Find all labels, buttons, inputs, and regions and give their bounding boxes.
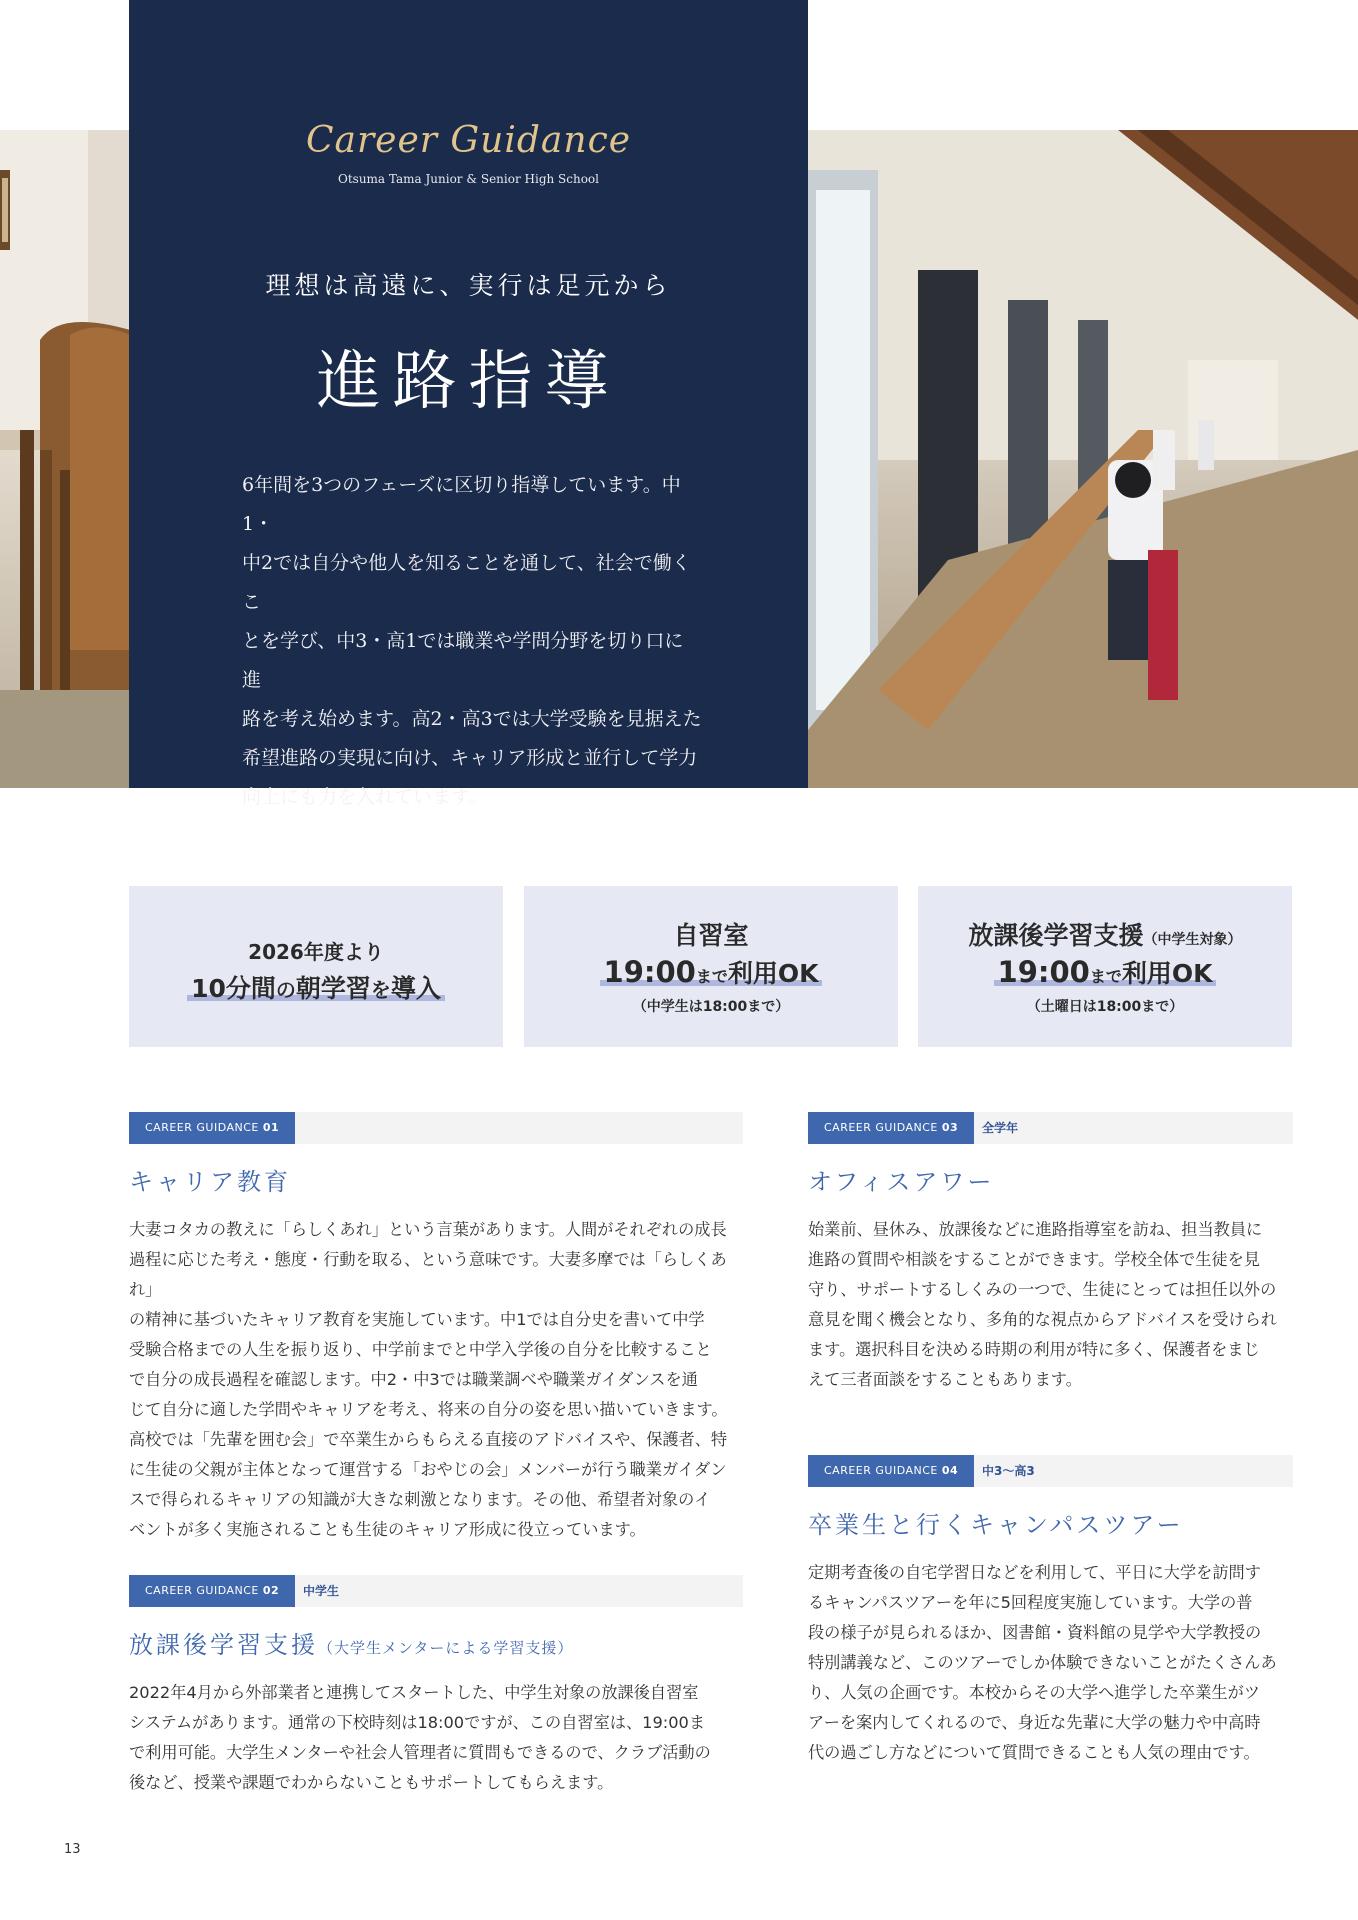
section-after-school-support <box>129 1575 743 1798</box>
feature-made: まで <box>695 967 728 986</box>
section-tag: 全学年 <box>982 1121 1019 1135</box>
body-line: 大妻コタカの教えに「らしくあれ」という言葉があります。人間がそれぞれの成長 <box>129 1220 727 1239</box>
body-line: 進路の質問や相談をすることができます。学校全体で生徒を見 <box>808 1250 1260 1269</box>
intro-text <box>242 466 702 817</box>
body-line: 段の様子が見られるほか、図書館・資料館の見学や大学教授の <box>808 1623 1262 1642</box>
body-line: り、人気の企画です。本校からその大学へ進学した卒業生がツ <box>808 1683 1260 1702</box>
section-body <box>129 1678 743 1798</box>
feature-time: 19:00 <box>997 955 1090 989</box>
feature-note: （中学生は18:00まで） <box>632 999 790 1015</box>
study-room-photo <box>808 130 1358 788</box>
intro-line: 向上にも力を入れています。 <box>242 786 488 808</box>
section-title-sub: （大学生メンターによる学習支援） <box>318 1639 574 1657</box>
body-line: じて自分に適した学問やキャリアを考え、将来の自分の姿を思い描いていきます。 <box>129 1400 728 1419</box>
section-tag: 中3〜高3 <box>982 1464 1035 1478</box>
body-line: 代の過ごし方などについて質問できることも人気の理由です。 <box>808 1743 1260 1762</box>
intro-line: とを学び、中3・高1では職業や学問分野を切り口に進 <box>242 630 684 691</box>
feature-ok: 利用OK <box>1121 959 1213 988</box>
body-line: 受験合格までの人生を振り返り、中学前までと中学入学後の自分を比較すること <box>129 1340 712 1359</box>
section-header-bar <box>129 1112 743 1144</box>
feature-time: 19:00 <box>603 955 696 989</box>
feature-highlight-e: 導入 <box>390 974 441 1003</box>
page-title: 進路指導 <box>316 345 621 419</box>
feature-note: （土曜日は18:00まで） <box>1026 999 1184 1015</box>
feature-line1: 2026年度より <box>248 940 384 964</box>
badge-number: 01 <box>262 1121 280 1134</box>
section-title <box>129 1625 743 1660</box>
section-tag: 中学生 <box>303 1584 340 1598</box>
body-line: 定期考査後の自宅学習日などを利用して、平日に大学を訪問す <box>808 1563 1261 1582</box>
feature-title: 放課後学習支援 <box>968 921 1144 950</box>
section-header-bar <box>808 1455 1293 1487</box>
body-line: るキャンパスツアーを年に5回程度実施しています。大学の普 <box>808 1593 1253 1612</box>
body-line: 意見を聞く機会となり、多角的な視点からアドバイスを受けられ <box>808 1310 1277 1329</box>
intro-line: 中2では自分や他人を知ることを通して、社会で働くこ <box>242 552 691 613</box>
badge-number: 04 <box>941 1464 959 1477</box>
section-office-hour <box>808 1112 1293 1395</box>
body-line: に生徒の父親が主体となって運営する「おやじの会」メンバーが行う職業ガイダン <box>129 1460 727 1479</box>
section-badge <box>808 1112 974 1144</box>
section-body <box>129 1215 743 1545</box>
section-header-bar <box>129 1575 743 1607</box>
feature-after-school-support <box>918 886 1292 1047</box>
badge-label: CAREER GUIDANCE <box>145 1584 259 1597</box>
intro-line: 6年間を3つのフェーズに区切り指導しています。中1・ <box>242 474 681 535</box>
feature-title-sub: （中学生対象） <box>1143 932 1242 948</box>
section-career-education <box>129 1112 743 1545</box>
feature-particle-b: の <box>275 978 296 1002</box>
section-badge <box>129 1575 295 1607</box>
body-line: えて三者面談をすることもあります。 <box>808 1370 1082 1389</box>
section-header-bar <box>808 1112 1293 1144</box>
feature-self-study-room <box>524 886 898 1047</box>
section-title: オフィスアワー <box>808 1168 995 1196</box>
body-line: アーを案内してくれるので、身近な先輩に大学の魅力や中高時 <box>808 1713 1261 1732</box>
body-line: 後など、授業や課題でわからないこともサポートしてもらえます。 <box>129 1773 614 1792</box>
badge-number: 02 <box>262 1584 280 1597</box>
page-number: 13 <box>64 1842 81 1857</box>
body-line: 過程に応じた考え・態度・行動を取る、という意味です。大妻多摩では「らしくあれ」 <box>129 1250 727 1299</box>
body-line: スで得られるキャリアの知識が大きな刺激となります。その他、希望者対象のイ <box>129 1490 711 1509</box>
body-line: ベントが多く実施されることも生徒のキャリア形成に役立っています。 <box>129 1520 646 1539</box>
body-line: 特別講義など、このツアーでしか体験できないことがたくさんあ <box>808 1653 1277 1672</box>
section-body <box>808 1215 1293 1395</box>
section-badge <box>129 1112 295 1144</box>
body-line: の精神に基づいたキャリア教育を実施しています。中1では自分史を書いて中学 <box>129 1310 705 1329</box>
badge-number: 03 <box>941 1121 959 1134</box>
intro-line: 希望進路の実現に向け、キャリア形成と並行して学力 <box>242 747 698 769</box>
badge-label: CAREER GUIDANCE <box>824 1464 938 1477</box>
tagline: 理想は高遠に、実行は足元から <box>265 271 672 300</box>
body-line: 2022年4月から外部業者と連携してスタートした、中学生対象の放課後自習室 <box>129 1683 699 1702</box>
school-name: Otsuma Tama Junior & Senior High School <box>338 172 599 186</box>
feature-highlight-a: 10分間 <box>191 974 276 1003</box>
body-line: 守り、サポートするしくみの一つで、生徒にとっては担任以外の <box>808 1280 1277 1299</box>
section-campus-tour <box>808 1455 1293 1768</box>
body-line: 始業前、昼休み、放課後などに進路指導室を訪ね、担当教員に <box>808 1220 1263 1239</box>
body-line: ます。選択科目を決める時期の利用が特に多く、保護者をまじ <box>808 1340 1260 1359</box>
body-line: で利用可能。大学生メンターや社会人管理者に質問もできるので、クラブ活動の <box>129 1743 711 1762</box>
career-guidance-script-title: Career Guidance <box>305 120 632 161</box>
section-body <box>808 1558 1293 1768</box>
feature-ok: 利用OK <box>727 959 819 988</box>
body-line: システムがあります。通常の下校時刻は18:00ですが、この自習室は、19:00ま <box>129 1713 706 1732</box>
body-line: で自分の成長過程を確認します。中2・中3では職業調べや職業ガイダンスを通 <box>129 1370 698 1389</box>
feature-highlight-c: 朝学習 <box>295 974 371 1003</box>
library-photo-left <box>0 130 130 788</box>
hero-panel <box>129 0 808 808</box>
section-title: キャリア教育 <box>129 1168 291 1196</box>
section-title-main: 放課後学習支援 <box>129 1631 318 1659</box>
section-badge <box>808 1455 974 1487</box>
feature-particle-d: を <box>370 978 391 1002</box>
intro-line: 路を考え始めます。高2・高3では大学受験を見据えた <box>242 708 702 730</box>
badge-label: CAREER GUIDANCE <box>824 1121 938 1134</box>
feature-morning-study <box>129 886 503 1047</box>
feature-title: 自習室 <box>673 921 749 950</box>
body-line: 高校では「先輩を囲む会」で卒業生からもらえる直接のアドバイスや、保護者、特 <box>129 1430 728 1449</box>
feature-made: まで <box>1089 967 1122 986</box>
section-title: 卒業生と行くキャンパスツアー <box>808 1511 1184 1539</box>
badge-label: CAREER GUIDANCE <box>145 1121 259 1134</box>
